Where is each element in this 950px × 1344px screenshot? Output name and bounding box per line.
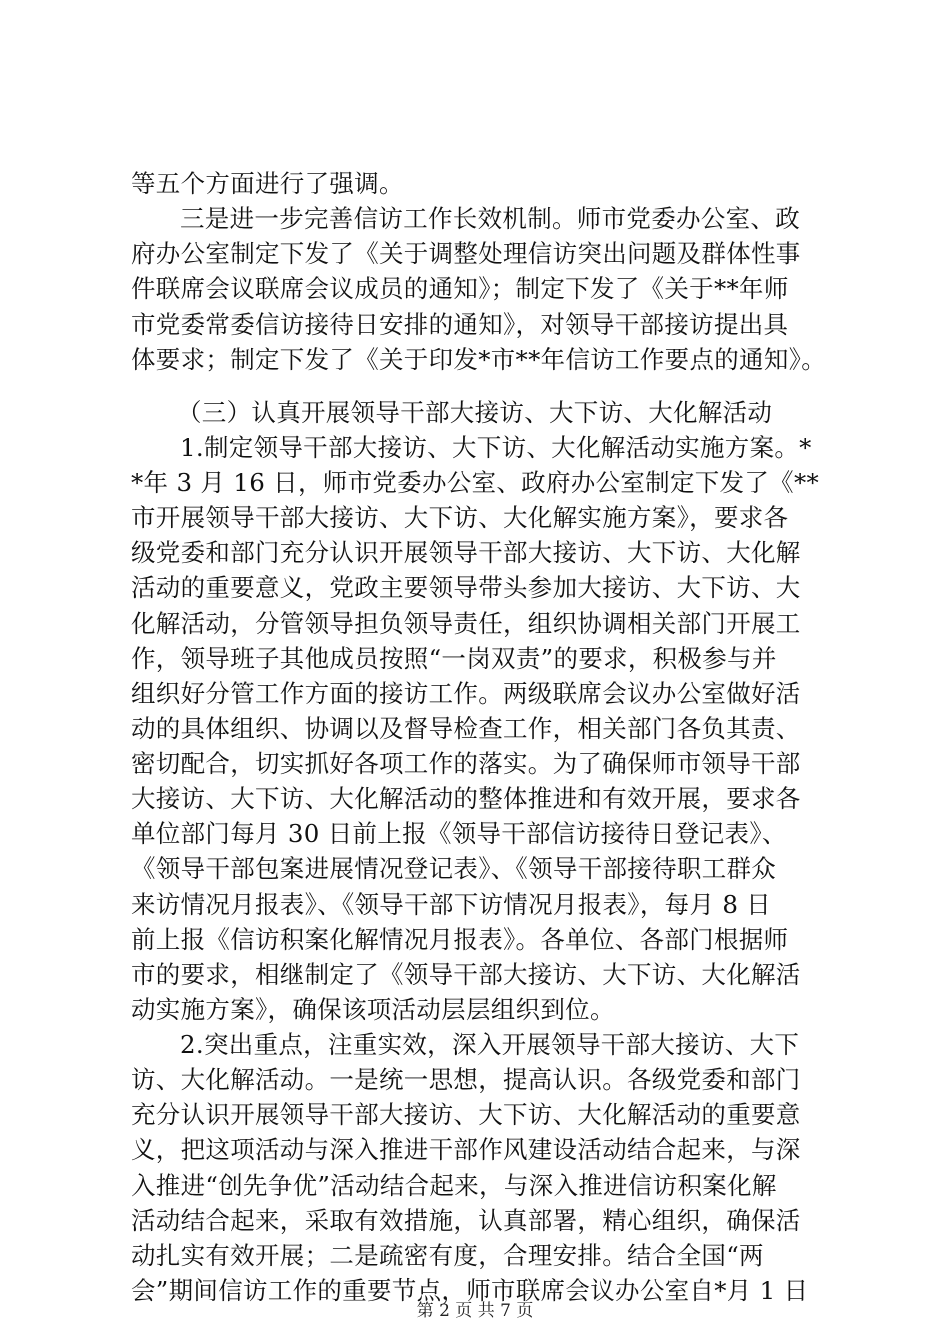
body-line-29: 入推进“创先争优”活动结合起来，与深入推进信访积案化解 [131,1171,777,1200]
body-line-8: 1.制定领导干部大接访、大下访、大化解活动实施方案。* [180,433,812,462]
body-line-12: 活动的重要意义，党政主要领导带头参加大接访、大下访、大 [131,573,801,602]
body-line-27: 充分认识开展领导干部大接访、大下访、大化解活动的重要意 [131,1100,801,1129]
body-line-22: 前上报《信访积案化解情况月报表》。各单位、各部门根据师 [131,925,789,954]
body-line-2: 三是进一步完善信访工作长效机制。师市党委办公室、政 [180,204,800,233]
body-line-28: 义，把这项活动与深入推进干部作风建设活动结合起来，与深 [131,1135,801,1164]
body-line-25: 2.突出重点，注重实效，深入开展领导干部大接访、大下 [180,1030,800,1059]
body-line-11: 级党委和部门充分认识开展领导干部大接访、大下访、大化解 [131,538,801,567]
body-line-26: 访、大化解活动。一是统一思想，提高认识。各级党委和部门 [131,1065,801,1094]
body-line-5: 市党委常委信访接待日安排的通知》，对领导干部接访提出具 [131,310,789,339]
body-line-31: 动扎实有效开展；二是疏密有度，合理安排。结合全国“两 [131,1241,764,1270]
body-line-16: 动的具体组织、协调以及督导检查工作，相关部门各负其责、 [131,714,801,743]
body-line-21: 来访情况月报表》、《领导干部下访情况月报表》，每月 8 日 [131,890,772,919]
body-line-24: 动实施方案》，确保该项活动层层组织到位。 [131,995,615,1024]
body-line-20: 《领导干部包案进展情况登记表》、《领导干部接待职工群众 [131,854,777,883]
body-line-23: 市的要求，相继制定了《领导干部大接访、大下访、大化解活 [131,960,801,989]
body-line-1: 等五个方面进行了强调。 [131,169,404,198]
section-heading: （三）认真开展领导干部大接访、大下访、大化解活动 [177,398,773,427]
body-line-9: *年 3 月 16 日，师市党委办公室、政府办公室制定下发了《** [131,468,820,497]
body-line-4: 件联席会议联席会议成员的通知》；制定下发了《关于**年师 [131,274,789,303]
body-line-3: 府办公室制定下发了《关于调整处理信访突出问题及群体性事 [131,239,801,268]
body-line-19: 单位部门每月 30 日前上报《领导干部信访接待日登记表》、 [131,819,787,848]
body-line-32: 会”期间信访工作的重要节点，师市联席会议办公室自*月 1 日 [131,1276,809,1305]
body-line-13: 化解活动，分管领导担负领导责任，组织协调相关部门开展工 [131,609,801,638]
body-line-15: 组织好分管工作方面的接访工作。两级联席会议办公室做好活 [131,679,801,708]
page-number-footer: 第 2 页 共 7 页 [416,1301,534,1321]
body-line-6: 体要求；制定下发了《关于印发*市**年信访工作要点的通知》。 [131,345,826,374]
body-line-18: 大接访、大下访、大化解活动的整体推进和有效开展，要求各 [131,784,801,813]
body-line-10: 市开展领导干部大接访、大下访、大化解实施方案》，要求各 [131,503,789,532]
body-line-30: 活动结合起来，采取有效措施，认真部署，精心组织，确保活 [131,1206,801,1235]
body-line-17: 密切配合，切实抓好各项工作的落实。为了确保师市领导干部 [131,749,801,778]
body-line-14: 作，领导班子其他成员按照“一岗双责”的要求，积极参与并 [131,644,777,673]
